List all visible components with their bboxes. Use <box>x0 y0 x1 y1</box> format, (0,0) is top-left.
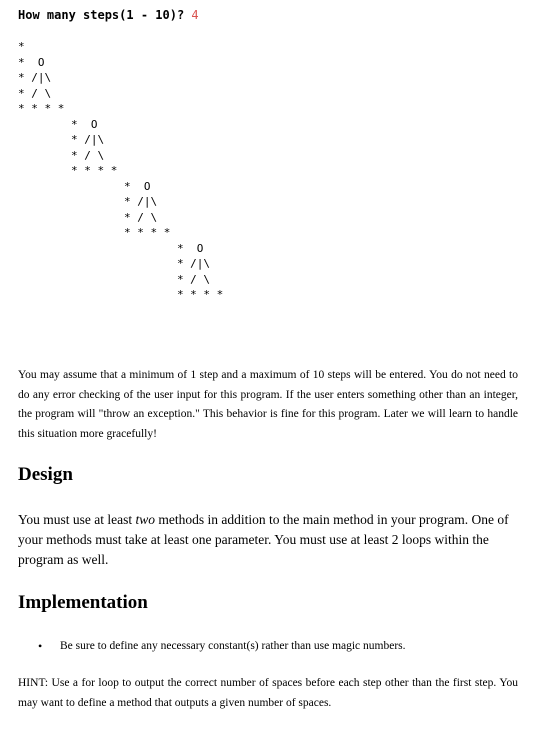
stair-line: * /|\ <box>18 195 158 208</box>
design-text-after: methods in addition to the main method in your program. One of your methods must take at least one parameter. You must use at least 2 loops within the program as well. <box>18 512 509 567</box>
intro-paragraph: You may assume that a minimum of 1 step and a maximum of 10 steps will be entered. You do not need to do any error checking of the user input for this program. If the user enters something other than an integer, the program will "throw an exception." This behavior is fine for this program. Later we will learn to handle this situation more gracefully! <box>18 369 518 440</box>
stair-line: * /|\ <box>18 257 211 270</box>
stair-line: * * * * <box>18 226 171 239</box>
bullet-dot: • <box>38 639 43 653</box>
design-section <box>18 464 518 486</box>
stair-line: * O <box>18 179 151 193</box>
design-body <box>18 510 518 570</box>
intro-section <box>18 366 518 444</box>
console-output <box>18 8 518 303</box>
stair-line: * * * * <box>18 288 224 301</box>
prompt-line <box>18 8 518 23</box>
stair-line: * / \ <box>18 86 52 100</box>
stair-line: * O <box>18 55 45 69</box>
prompt-text: How many steps(1 - 10)? <box>18 8 185 22</box>
hint-paragraph: HINT: Use a for loop to output the correct number of spaces before each step other than the first step. You may want to define a method that outputs a given number of spaces. <box>18 677 518 709</box>
stair-line: * / \ <box>18 210 158 224</box>
stair-line: * O <box>18 241 204 255</box>
stair-line: * O <box>18 117 98 131</box>
stair-line: * * * * <box>18 102 65 115</box>
bullet-list <box>18 638 518 654</box>
design-text-before: You must use at least <box>18 512 136 527</box>
user-answer: 4 <box>191 8 199 22</box>
implementation-heading: Implementation <box>18 592 148 613</box>
design-paragraph <box>18 510 518 570</box>
stair-line: * / \ <box>18 272 211 286</box>
implementation-list <box>18 638 518 654</box>
stair-line: * * * * <box>18 164 118 177</box>
list-item <box>18 638 518 654</box>
hint-section <box>18 674 518 713</box>
list-item-text: Be sure to define any necessary constant(s) rather than use magic numbers. <box>60 640 406 652</box>
stair-figure <box>18 39 518 303</box>
design-heading: Design <box>18 464 73 485</box>
stair-line: * /|\ <box>18 71 52 84</box>
stair-line: * /|\ <box>18 133 105 146</box>
stair-line: * <box>18 40 25 53</box>
implementation-section <box>18 592 518 614</box>
design-emphasis: two <box>135 512 156 527</box>
stair-line: * / \ <box>18 148 105 162</box>
